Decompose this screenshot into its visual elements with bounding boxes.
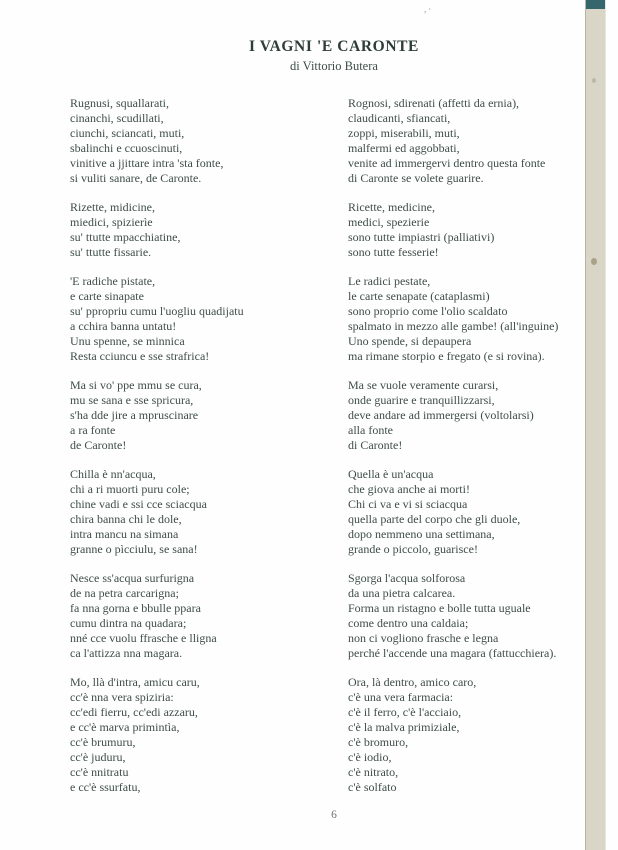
poem-line: Chilla è nn'acqua,: [70, 467, 156, 481]
stanza: [348, 675, 598, 795]
poem-line: Forma un ristagno e bolle tutta uguale: [348, 601, 531, 615]
page-title: I VAGNI 'E CARONTE: [248, 38, 419, 55]
poem-line: venite ad immergervi dentro questa fonte: [348, 156, 546, 170]
stanza: [70, 96, 320, 186]
poem-line: malfermi ed aggobbati,: [348, 141, 460, 155]
stanza: [70, 378, 320, 453]
stanza: [348, 467, 598, 557]
poem-line: e cc'è ssurfatu,: [70, 780, 141, 794]
poem-line: cc'è nna vera spiziria:: [70, 690, 174, 704]
stanza: [348, 378, 598, 453]
poem-line: s'ha dde jire a mpruscinare: [70, 408, 199, 422]
poem-line: c'è il ferro, c'è l'acciaio,: [348, 705, 462, 719]
poem-line: quella parte del corpo che gli duole,: [348, 512, 521, 526]
poem-line: medici, spezierie: [348, 215, 430, 229]
stanza: [70, 467, 320, 557]
poem-line: su' ppropriu cumu l'uogliu quadijatu: [70, 304, 244, 318]
poem-line: c'è bromuro,: [348, 735, 409, 749]
poem-line: Unu spenne, se minnica: [70, 334, 185, 348]
poem-line: come dentro una caldaia;: [348, 616, 469, 630]
poem-header: [70, 38, 598, 75]
poem-line: cc'è nnitratu: [70, 765, 129, 779]
poem-line: de na petra carcarigna;: [70, 586, 179, 600]
poem-line: Rizette, midicine,: [70, 200, 155, 214]
stanza: [348, 96, 598, 186]
poem-line: sbalinchi e ccuoscinuti,: [70, 141, 183, 155]
poem-line: cc'edi fierru, cc'edi azzaru,: [70, 705, 198, 719]
poem-line: chi a ri muorti puru cole;: [70, 482, 190, 496]
poem-line: alla fonte: [348, 423, 393, 437]
stanza: [70, 200, 320, 260]
poem-line: cinanchi, scudillati,: [70, 111, 164, 125]
poem-line: si vuliti sanare, de Caronte.: [70, 171, 202, 185]
poem-line: deve andare ad immergersi (voltolarsi): [348, 408, 534, 422]
scan-edge-strip: [585, 0, 606, 850]
stanza: [70, 675, 320, 795]
poem-line: vinitive a jjittare intra 'sta fonte,: [70, 156, 224, 170]
poem-line: sono tutte impiastri (palliativi): [348, 230, 495, 244]
poem-line: ca l'attizza nna magara.: [70, 646, 183, 660]
poem-line: e cc'è marva primintìa,: [70, 720, 180, 734]
poem-line: ciunchi, sciancati, muti,: [70, 126, 185, 140]
poem-line: Le radici pestate,: [348, 274, 431, 288]
poem-line: Resta cciuncu e sse strafrica!: [70, 349, 210, 363]
poem-line: miedici, spizierìe: [70, 215, 153, 229]
poem-line: cc'è juduru,: [70, 750, 126, 764]
poem-line: grande o piccolo, guarisce!: [348, 542, 478, 556]
stanza: [348, 200, 598, 260]
poem-line: di Caronte!: [348, 438, 403, 452]
poem-line: su' ttutte mpacchiatine,: [70, 230, 181, 244]
poem-line: Ora, là dentro, amico caro,: [348, 675, 477, 689]
stanza: [70, 571, 320, 661]
poem-line: sono tutte fesserie!: [348, 245, 439, 259]
poem-line: onde guarire e tranquillizzarsi,: [348, 393, 495, 407]
poem-line: zoppi, miserabili, muti,: [348, 126, 460, 140]
poem-line: mu se sana e sse spricura,: [70, 393, 194, 407]
poem-line: Mo, llà d'intra, amicu caru,: [70, 675, 200, 689]
scan-speck: [591, 258, 597, 265]
poem-line: sono proprio come l'olio scaldato: [348, 304, 508, 318]
poem-column-italian: [348, 96, 598, 809]
poem-line: 'E radiche pistate,: [70, 274, 156, 288]
poem-line: nné cce vuolu ffrasche e lligna: [70, 631, 217, 645]
author-line: di Vittorio Butera: [290, 59, 378, 73]
poem-line: Ricette, medicine,: [348, 200, 435, 214]
poem-line: dopo nemmeno una settimana,: [348, 527, 495, 541]
poem-line: c'è nitrato,: [348, 765, 399, 779]
poem-line: Quella è un'acqua: [348, 467, 434, 481]
poem-line: c'è una vera farmacia:: [348, 690, 454, 704]
poem-line: Uno spende, si depaupera: [348, 334, 472, 348]
page-footer: [70, 805, 598, 823]
poem-line: c'è solfato: [348, 780, 397, 794]
poem-line: da una pietra calcarea.: [348, 586, 456, 600]
poem-line: Chi ci va e vi si sciacqua: [348, 497, 468, 511]
scan-speck: ,·: [424, 4, 434, 14]
poem-line: Rognosi, sdirenati (affetti da ernia),: [348, 96, 520, 110]
poem-line: ma rimane storpio e fregato (e si rovina).: [348, 349, 545, 363]
poem-line: Ma si vo' ppe mmu se cura,: [70, 378, 202, 392]
poem-line: cc'è brumuru,: [70, 735, 136, 749]
poem-line: chira banna chi le dole,: [70, 512, 182, 526]
poem-line: intra mancu na simana: [70, 527, 179, 541]
poem-line: a ra fonte: [70, 423, 116, 437]
stanza: [348, 274, 598, 364]
poem-line: non ci vogliono frasche e legna: [348, 631, 499, 645]
scan-speck: [592, 78, 596, 83]
poem-line: granne o pìcciulu, se sana!: [70, 542, 198, 556]
poem-line: c'è iodio,: [348, 750, 392, 764]
poem-line: Ma se vuole veramente curarsi,: [348, 378, 499, 392]
poem-line: de Caronte!: [70, 438, 127, 452]
poem-line: Rugnusi, squallarati,: [70, 96, 169, 110]
poem-line: che giova anche ai morti!: [348, 482, 470, 496]
poem-line: a cchira banna untatu!: [70, 319, 177, 333]
poem-line: di Caronte se volete guarire.: [348, 171, 484, 185]
poem-line: Sgorga l'acqua solforosa: [348, 571, 466, 585]
poem-line: c'è la malva primiziale,: [348, 720, 460, 734]
poem-line: chine vadi e ssi cce sciacqua: [70, 497, 207, 511]
scan-edge-mark: [586, 0, 605, 9]
poem-line: su' ttutte fissarie.: [70, 245, 152, 259]
stanza: [70, 274, 320, 364]
poem-line: cumu dintra na quadara;: [70, 616, 187, 630]
poem-line: spalmato in mezzo alle gambe! (all'inguine): [348, 319, 559, 333]
page-number: 6: [331, 809, 337, 821]
poem-line: claudicanti, sfiancati,: [348, 111, 451, 125]
poem-line: perché l'accende una magara (fattucchiera).: [348, 646, 557, 660]
poem-column-dialect: [70, 96, 320, 809]
poem-line: fa nna gorna e bbulle ppara: [70, 601, 201, 615]
poem-line: Nesce ss'acqua surfurigna: [70, 571, 195, 585]
stanza: [348, 571, 598, 661]
poem-line: e carte sinapate: [70, 289, 144, 303]
poem-line: le carte senapate (cataplasmi): [348, 289, 490, 303]
